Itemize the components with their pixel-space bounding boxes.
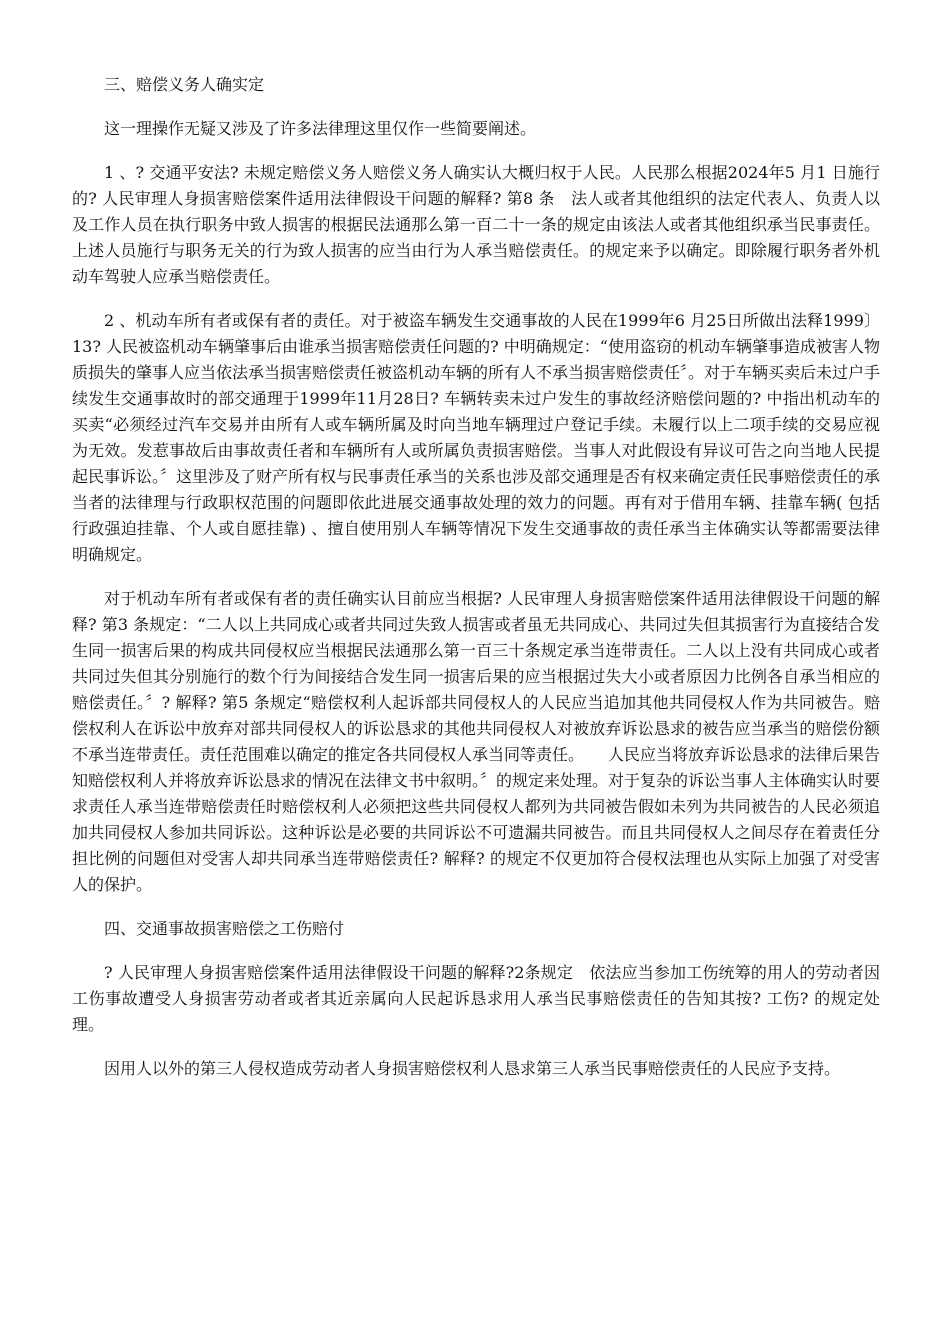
paragraph-third-party: 因用人以外的第三人侵权造成劳动者人身损害赔偿权利人恳求第三人承当民事赔偿责任的人民应予支持。: [104, 1059, 841, 1078]
paragraph-2-vehicle-owner: 2 、机动车所有者或保有者的责任。对于被盗车辆发生交通事故的人民在1999年6 月25日所做出法释1999〕13? 人民被盗机动车辆肇事后由谁承当损害赔偿责任问题的? 中明确规定：“使用盗窃的机动车辆肇事造成被害人物质损失的肇事人应当依法承当损害赔偿责任被盗机动车辆的所有人不承当损害赔偿责任〞。对于车辆买卖后未过户手续发生交通事故时的部交通理于1999年11月28日? 车辆转卖未过户发生的事故经济赔偿问题的? 中指出机动车的买卖“必须经过汽车交易并由所有人或车辆所属及时向当地车辆理过户登记手续。未履行以上二项手续的交易应视为无效。发惹事故后由事故责任者和车辆所有人或所属负责损害赔偿。当事人对此假设有异议可告之向当地人民提起民事诉讼。〞这里涉及了财产所有权与民事责任承当的关系也涉及部交通理是否有权来确定责任民事赔偿责任的承当者的法律理与行政职权范围的问题即依此进展交通事故处理的效力的问题。再有对于借用车辆、挂靠车辆( 包括行政强迫挂靠、个人或自愿挂靠) 、擅自使用别人车辆等情况下发生交通事故的责任承当主体确实认等都需要法律明确规定。: [72, 311, 881, 564]
paragraph-intro: 这一理操作无疑又涉及了许多法律理这里仅作一些简要阐述。: [104, 119, 537, 138]
paragraph-owner-liability: 对于机动车所有者或保有者的责任确实认目前应当根据? 人民审理人身损害赔偿案件适用法律假设干问题的解释? 第3 条规定：“二人以上共同成心或者共同过失致人损害或者虽无共同成心、共同过失但其损害行为直接结合发生同一损害后果的构成共同侵权应当根据民法通那么第一百三十条规定承当连带责任。二人以上没有共同成心或者共同过失但其分别施行的数个行为间接结合发生同一损害后果的应当根据过失大小或者原因力比例各自承当相应的赔偿责任。〞? 解释? 第5 条规定“赔偿权利人起诉部共同侵权人的人民应当追加其他共同侵权人作为共同被告。赔偿权利人在诉讼中放弃对部共同侵权人的诉讼恳求的其他共同侵权人对被放弃诉讼恳求的被告应当承当的赔偿份额不承当连带责任。责任范围难以确定的推定各共同侵权人承当同等责任。 人民应当将放弃诉讼恳求的法律后果告知赔偿权利人并将放弃诉讼恳求的情况在法律文书中叙明。〞的规定来处理。对于复杂的诉讼当事人主体确实认时要求责任人承当连带赔偿责任时赔偿权利人必须把这些共同侵权人都列为共同被告假如未列为共同被告的人民必须追加共同侵权人参加共同诉讼。这种诉讼是必要的共同诉讼不可遗漏共同被告。而且共同侵权人之间尽存在着责任分担比例的问题但对受害人却共同承当连带赔偿责任? 解释? 的规定不仅更加符合侵权法理也从实际上加强了对受害人的保护。: [72, 589, 881, 894]
section-heading-4: 四、交通事故损害赔偿之工伤赔付: [104, 919, 345, 938]
paragraph-1-traffic-law: 1 、? 交通平安法? 未规定赔偿义务人赔偿义务人确实认大概归权于人民。人民那么根据2024年5 月1 日施行的? 人民审理人身损害赔偿案件适用法律假设干问题的解释? 第8 条 法人或者其他组织的法定代表人、负责人以及工作人员在执行职务中致人损害的根据民法通那么第一百二十一条的规定由该法人或者其他组织承当民事责任。上述人员施行与职务无关的行为致人损害的应当由行为人承当赔偿责任。的规定来予以确定。即除履行职务者外机动车驾驶人应承当赔偿责任。: [72, 163, 880, 286]
paragraph-work-injury: ? 人民审理人身损害赔偿案件适用法律假设干问题的解释?2条规定 依法应当参加工伤统筹的用人的劳动者因工伤事故遭受人身损害劳动者或者其近亲属向人民起诉恳求用人承当民事赔偿责任的告知其按? 工伤? 的规定处理。: [72, 963, 880, 1034]
document-page: [72, 72, 880, 1100]
section-heading-3: 三、赔偿义务人确实定: [104, 75, 265, 94]
